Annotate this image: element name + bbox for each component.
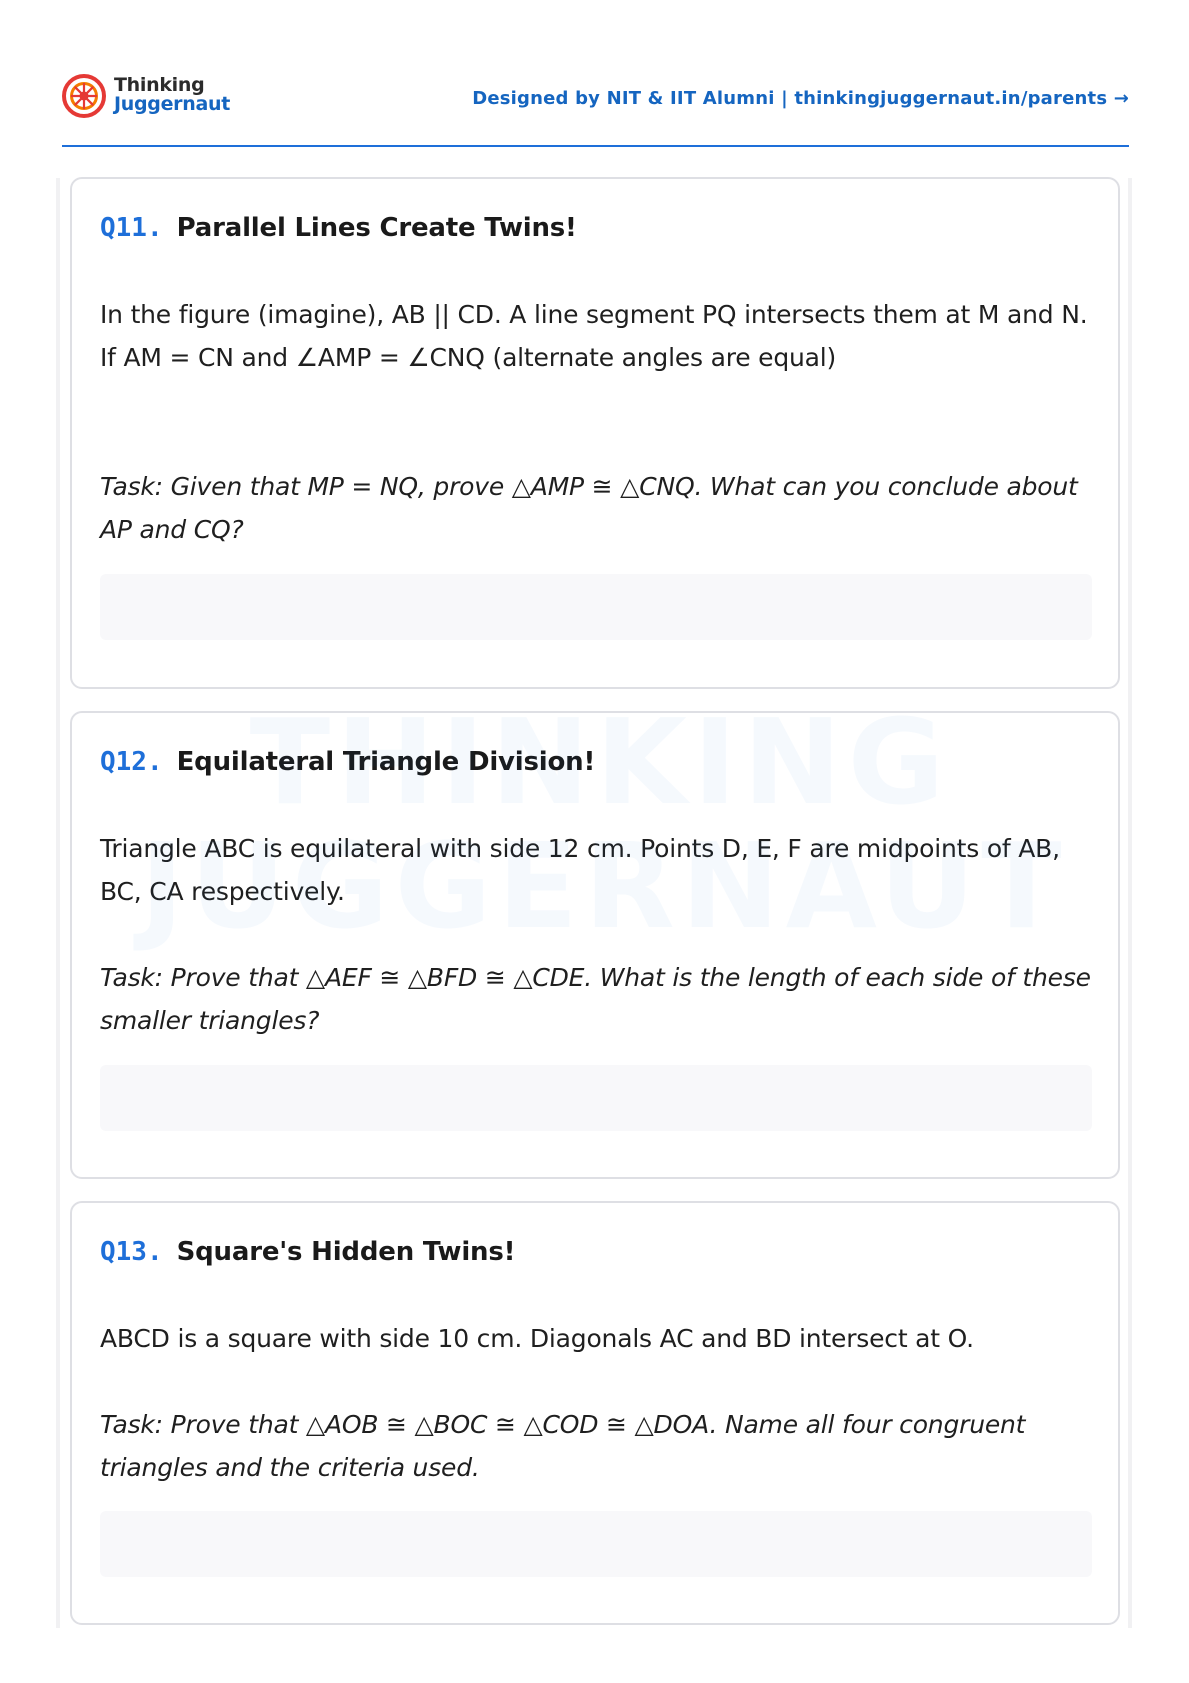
page-header bbox=[62, 70, 1129, 148]
question-body-line: ABCD is a square with side 10 cm. Diagonals AC and BD intersect at O. bbox=[100, 1324, 974, 1353]
question-card-q13 bbox=[70, 1201, 1120, 1625]
question-heading bbox=[100, 1237, 515, 1267]
question-title: Parallel Lines Create Twins! bbox=[176, 213, 577, 243]
question-task: Task: Prove that △AEF ≅ △BFD ≅ △CDE. What is the length of each side of these smaller triangles? bbox=[100, 963, 1091, 1035]
question-body-line: In the figure (imagine), AB || CD. A line segment PQ intersects them at M and N. bbox=[100, 300, 1088, 329]
question-task: Task: Given that MP = NQ, prove △AMP ≅ △CNQ. What can you conclude about AP and CQ? bbox=[100, 472, 1078, 544]
question-body bbox=[100, 827, 1100, 913]
header-tagline: Designed by NIT & IIT Alumni | thinkingjuggernaut.in/parents → bbox=[472, 88, 1129, 109]
question-task: Task: Prove that △AOB ≅ △BOC ≅ △COD ≅ △DOA. Name all four congruent triangles and the criteria used. bbox=[100, 1410, 1026, 1482]
question-title: Square's Hidden Twins! bbox=[176, 1237, 516, 1267]
question-number: Q13. bbox=[100, 1237, 163, 1267]
answer-space[interactable] bbox=[100, 1065, 1092, 1131]
logo-line-thinking: Thinking bbox=[114, 74, 205, 96]
page-edge-left bbox=[56, 178, 60, 1628]
question-heading bbox=[100, 747, 595, 777]
question-number: Q11. bbox=[100, 213, 163, 243]
question-number: Q12. bbox=[100, 747, 163, 777]
logo-wordmark bbox=[114, 76, 230, 114]
page-edge-right bbox=[1128, 178, 1132, 1628]
answer-space[interactable] bbox=[100, 574, 1092, 640]
question-card-q12 bbox=[70, 711, 1120, 1179]
answer-space[interactable] bbox=[100, 1511, 1092, 1577]
question-body bbox=[100, 293, 1100, 379]
question-heading bbox=[100, 213, 577, 243]
logo-wheel-icon bbox=[62, 74, 106, 118]
question-body bbox=[100, 1317, 1100, 1360]
question-title: Equilateral Triangle Division! bbox=[176, 747, 596, 777]
question-body-line: Triangle ABC is equilateral with side 12 cm. Points D, E, F are midpoints of AB, BC, CA respectively. bbox=[100, 834, 1060, 906]
question-body-line: If AM = CN and ∠AMP = ∠CNQ (alternate angles are equal) bbox=[100, 343, 837, 372]
question-card-q11 bbox=[70, 177, 1120, 689]
header-divider bbox=[62, 145, 1129, 147]
logo-line-juggernaut: Juggernaut bbox=[114, 93, 231, 115]
